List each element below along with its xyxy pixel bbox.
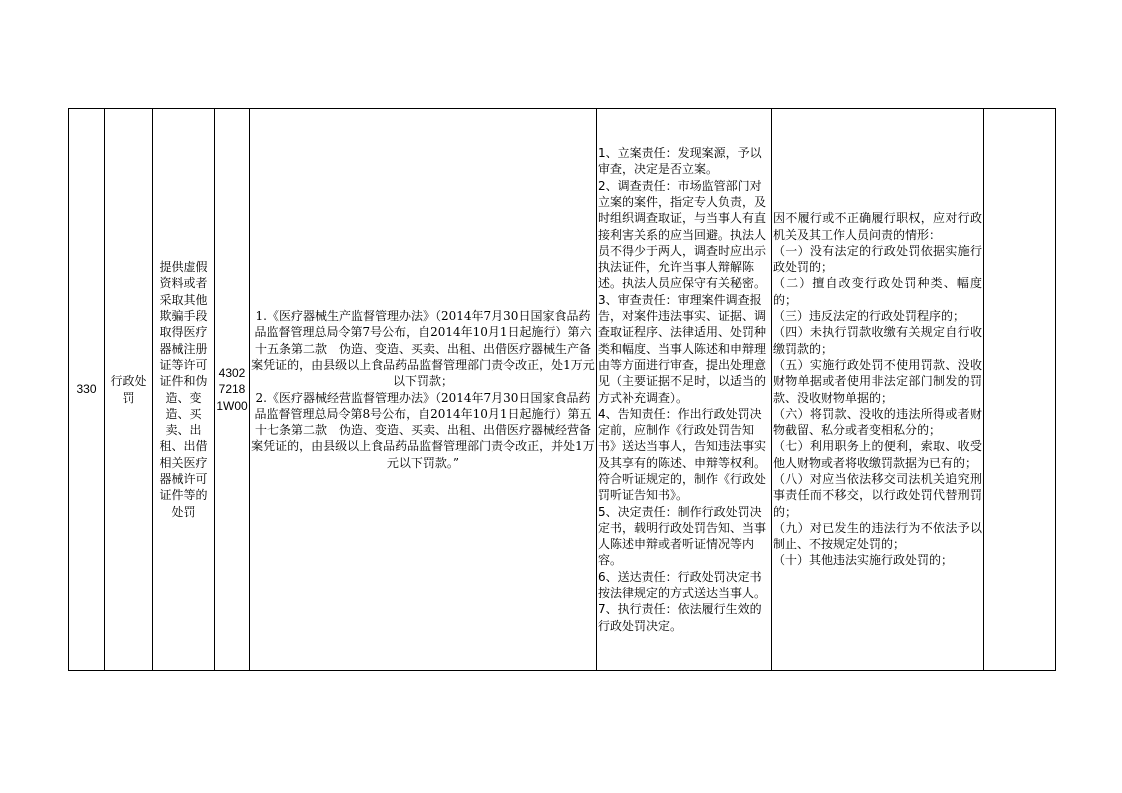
responsibility-7: 7、执行责任：依法履行生效的行政处罚决定。: [598, 602, 762, 633]
accountability-item: （七）利用职务上的便利，索取、收受他人财物或者将收缴罚款据为已有的；: [773, 439, 982, 470]
power-type: 行政处罚: [105, 109, 153, 671]
item-name: 提供虚假资料或者采取其他欺骗手段取得医疗器械注册证等许可证件和伪造、变造、买卖、出租、出借相关医疗器械许可证件等的处罚: [153, 109, 215, 671]
legal-basis: [250, 109, 597, 671]
table-row: [69, 109, 1056, 671]
responsibility-5: 5、决定责任：制作行政处罚决定书，载明行政处罚告知、当事人陈述申辩或者听证情况等内容。: [598, 504, 767, 568]
accountability-item: （一）没有法定的行政处罚依据实施行政处罚的；: [773, 243, 982, 275]
responsibility-1: 1、立案责任：发现案源，予以审查，决定是否立案。: [598, 146, 762, 177]
accountability-intro: 因不履行或不正确履行职权，应对行政机关及其工作人员问责的情形：: [773, 211, 982, 242]
responsibility-list: [597, 109, 772, 671]
accountability-item: （十）其他违法实施行政处罚的；: [773, 553, 954, 568]
accountability-item: （三）违反法定的行政处罚程序的；: [773, 309, 966, 324]
responsibility-3: 3、审查责任：审理案件调查报告，对案件违法事实、证据、调查取证程序、法律适用、处罚种类和幅度、当事人陈述和申辩理由等方面进行审查，提出处理意见（主要证据不足时，以适当的方式补充调查）。: [598, 292, 767, 405]
accountability-item: （九）对已发生的违法行为不依法予以制止、不按规定处罚的；: [773, 520, 982, 552]
item-code: 43027218 1W00: [215, 109, 250, 671]
accountability-item: （六）将罚款、没收的违法所得或者财物截留、私分或者变相私分的；: [773, 406, 982, 438]
accountability-item: （四）未执行罚款收缴有关规定自行收缴罚款的；: [773, 325, 982, 356]
accountability-item: （二）擅自改变行政处罚种类、幅度的；: [773, 276, 982, 307]
accountability-item: （八）对应当依法移交司法机关追究刑事责任而不移交，以行政处罚代替刑罚的；: [773, 471, 982, 519]
row-number: 330: [69, 109, 105, 671]
remarks-cell: [984, 109, 1056, 671]
accountability-item: （五）实施行政处罚不使用罚款、没收财物单据或者使用非法定部门制发的罚款、没收财物单据的；: [773, 357, 982, 405]
responsibility-4: 4、告知责任：作出行政处罚决定前，应制作《行政处罚告知书》送达当事人，告知违法事实及其享有的陈述、申辩等权利。符合听证规定的，制作《行政处罚听证告知书》。: [598, 406, 767, 503]
legal-basis-1: 1.《医疗器械生产监督管理办法》（2014年7月30日国家食品药品监督管理总局令第7号公布，自2014年10月1日起施行）第六十五条第二款 伪造、变造、买卖、出租、出借医疗器械生产备案凭证的，由县级以上食品药品监督管理部门责令改正，处1万元以下罚款；: [251, 309, 595, 389]
responsibility-6: 6、送达责任：行政处罚决定书按法律规定的方式送达当事人。: [598, 569, 767, 601]
accountability-list: [772, 109, 984, 671]
power-list-table: [68, 108, 1056, 671]
responsibility-2: 2、调查责任：市场监管部门对立案的案件，指定专人负责，及时组织调查取证，与当事人有直接利害关系的应当回避。执法人员不得少于两人，调查时应出示执法证件，允许当事人辩解陈述。执法人员应保守有关秘密。: [598, 178, 767, 291]
legal-basis-2: 2.《医疗器械经营监督管理办法》（2014年7月30日国家食品药品监督管理总局令第8号公布，自2014年10月1日起施行）第五十七条第二款 伪造、变造、买卖、出租、出借医疗器械经营备案凭证的，由县级以上食品药品监督管理部门责令改正，并处1万元以下罚款。”: [251, 390, 595, 470]
